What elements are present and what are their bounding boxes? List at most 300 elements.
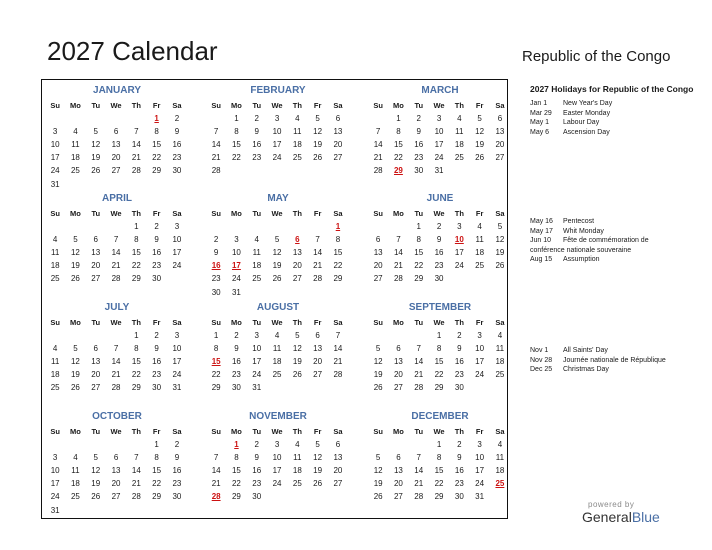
day-cell: 19 — [292, 357, 302, 367]
day-cell: 20 — [111, 479, 121, 489]
weekday-header: Mo — [393, 427, 404, 436]
day-cell: 16 — [252, 466, 262, 476]
day-cell: 29 — [211, 383, 221, 393]
day-cell: 15 — [393, 140, 403, 150]
day-cell: 20 — [313, 357, 323, 367]
day-cell: 12 — [272, 248, 282, 258]
day-cell: 27 — [91, 383, 101, 393]
day-cell: 17 — [50, 153, 60, 163]
weekday-header: Sa — [172, 101, 182, 110]
day-cell: 23 — [172, 153, 182, 163]
day-cell: 5 — [73, 235, 78, 245]
day-cell: 13 — [333, 127, 343, 137]
day-cell: 21 — [131, 153, 141, 163]
day-cell: 25 — [272, 370, 282, 380]
day-cell: 3 — [254, 331, 259, 341]
day-cell: 26 — [373, 383, 383, 393]
day-cell: 11 — [293, 127, 302, 137]
month-grid — [45, 316, 191, 395]
day-cell: 30 — [434, 274, 444, 284]
day-cell: 5 — [315, 114, 320, 124]
day-cell: 4 — [274, 331, 280, 341]
day-cell: 25 — [292, 153, 302, 163]
day-cell: 2 — [416, 114, 421, 124]
holiday-entry — [530, 236, 680, 255]
day-cell: 18 — [50, 370, 60, 380]
day-cell: 6 — [93, 235, 98, 245]
day-cell: 24 — [475, 479, 485, 489]
day-cell: 3 — [52, 127, 58, 137]
day-cell: 3 — [274, 114, 280, 124]
holiday-day-cell: 10 — [454, 235, 464, 245]
day-cell: 18 — [475, 248, 485, 258]
day-cell: 30 — [172, 166, 182, 176]
day-cell: 19 — [313, 140, 323, 150]
day-cell: 21 — [211, 153, 221, 163]
month-grid — [206, 207, 352, 299]
weekday-header: Mo — [231, 101, 242, 110]
weekday-header: Th — [131, 209, 141, 218]
month-grid — [206, 99, 352, 178]
day-cell: 8 — [416, 235, 421, 245]
empty-cell — [409, 329, 429, 342]
day-cell: 20 — [91, 261, 101, 271]
holiday-name: New Year's Day — [563, 100, 613, 107]
day-cell: 7 — [113, 344, 119, 354]
day-cell: 23 — [454, 479, 464, 489]
day-cell: 10 — [434, 127, 444, 137]
holiday-group — [530, 99, 680, 137]
day-cell: 9 — [436, 235, 442, 245]
weekday-header: Fr — [313, 318, 322, 327]
day-cell: 22 — [131, 261, 141, 271]
day-cell: 4 — [52, 235, 58, 245]
day-cell: 24 — [50, 166, 60, 176]
day-cell: 21 — [111, 370, 121, 380]
day-cell: 8 — [154, 127, 159, 137]
brand-general: General — [582, 509, 632, 525]
empty-cell — [45, 438, 65, 451]
weekday-header: Sa — [172, 427, 182, 436]
empty-cell — [106, 329, 126, 342]
holiday-name: Whit Monday — [563, 227, 604, 235]
empty-cell — [106, 438, 126, 451]
day-cell: 7 — [213, 453, 219, 463]
day-cell: 18 — [454, 140, 464, 150]
month-may — [204, 191, 352, 299]
weekday-header: Tu — [252, 209, 262, 218]
day-cell: 22 — [434, 479, 444, 489]
day-cell: 8 — [335, 235, 341, 245]
weekday-header: Sa — [495, 318, 505, 327]
weekday-header: We — [433, 318, 445, 327]
month-name: JANUARY — [93, 85, 141, 96]
day-cell: 22 — [231, 479, 241, 489]
weekday-header: Mo — [393, 101, 404, 110]
weekday-header: Mo — [70, 209, 81, 218]
weekday-header: Su — [211, 318, 221, 327]
day-cell: 20 — [393, 479, 403, 489]
weekday-header: Mo — [231, 427, 242, 436]
weekday-header: Th — [454, 318, 464, 327]
day-cell: 25 — [495, 370, 505, 380]
day-cell: 6 — [93, 344, 98, 354]
weekday-header: Su — [373, 209, 383, 218]
weekday-header: Su — [211, 427, 221, 436]
day-cell: 5 — [93, 453, 98, 463]
day-cell: 29 — [434, 492, 444, 502]
holiday-date: Aug 15 — [530, 256, 553, 263]
day-cell: 29 — [152, 492, 162, 502]
day-cell: 29 — [434, 383, 444, 393]
day-cell: 8 — [134, 344, 139, 354]
day-cell: 21 — [414, 370, 424, 380]
day-cell: 5 — [295, 331, 300, 341]
generalblue-logo[interactable] — [582, 509, 660, 525]
day-cell: 24 — [475, 370, 485, 380]
day-cell: 29 — [333, 274, 343, 284]
day-cell: 3 — [477, 440, 482, 450]
month-grid — [45, 207, 191, 286]
day-cell: 26 — [313, 479, 323, 489]
day-cell: 2 — [154, 331, 159, 341]
weekday-header: Th — [454, 209, 464, 218]
weekday-header: Su — [50, 209, 60, 218]
day-cell: 4 — [52, 344, 58, 354]
day-cell: 13 — [393, 357, 403, 367]
weekday-header: Fr — [152, 101, 161, 110]
day-cell: 6 — [335, 440, 341, 450]
holiday-name: All Saints' Day — [563, 347, 608, 354]
day-cell: 7 — [375, 127, 381, 137]
day-cell: 2 — [234, 331, 239, 341]
empty-cell — [368, 112, 388, 125]
day-cell: 8 — [436, 344, 442, 354]
day-cell: 20 — [292, 261, 302, 271]
day-cell: 16 — [454, 466, 464, 476]
day-cell: 16 — [152, 248, 162, 258]
day-cell: 16 — [414, 140, 424, 150]
holiday-name: Assumption — [563, 256, 600, 263]
weekday-header: Sa — [172, 318, 182, 327]
day-cell: 13 — [333, 453, 343, 463]
day-cell: 3 — [174, 222, 180, 232]
weekday-header: Mo — [70, 318, 81, 327]
day-cell: 30 — [152, 274, 162, 284]
day-cell: 6 — [113, 127, 119, 137]
day-cell: 15 — [414, 248, 424, 258]
empty-cell — [226, 220, 246, 233]
day-cell: 8 — [396, 127, 401, 137]
day-cell: 23 — [231, 370, 241, 380]
empty-cell — [388, 329, 408, 342]
day-cell: 1 — [154, 440, 159, 450]
day-cell: 6 — [375, 235, 381, 245]
day-cell: 2 — [154, 222, 159, 232]
day-cell: 12 — [313, 127, 323, 137]
weekday-header: We — [110, 318, 122, 327]
day-cell: 10 — [50, 466, 60, 476]
weekday-header: Su — [211, 209, 221, 218]
empty-cell — [206, 220, 226, 233]
holiday-day-cell: 1 — [335, 222, 341, 232]
day-cell: 4 — [497, 440, 503, 450]
day-cell: 25 — [292, 479, 302, 489]
day-cell: 11 — [252, 248, 261, 258]
day-cell: 19 — [373, 370, 383, 380]
day-cell: 12 — [292, 344, 302, 354]
day-cell: 7 — [335, 331, 341, 341]
empty-cell — [86, 329, 106, 342]
day-cell: 8 — [154, 453, 159, 463]
empty-cell — [86, 220, 106, 233]
month-july — [43, 300, 191, 395]
holiday-day-cell: 1 — [234, 440, 239, 450]
weekday-header: We — [433, 209, 445, 218]
day-cell: 31 — [252, 383, 262, 393]
weekday-header: Fr — [152, 318, 161, 327]
day-cell: 21 — [393, 261, 403, 271]
day-cell: 29 — [231, 492, 241, 502]
month-grid — [368, 316, 514, 395]
day-cell: 22 — [434, 370, 444, 380]
day-cell: 19 — [91, 479, 101, 489]
day-cell: 27 — [111, 492, 121, 502]
day-cell: 12 — [373, 466, 383, 476]
day-cell: 27 — [393, 492, 403, 502]
day-cell: 7 — [213, 127, 219, 137]
day-cell: 2 — [254, 114, 259, 124]
day-cell: 17 — [475, 357, 485, 367]
day-cell: 27 — [333, 479, 343, 489]
day-cell: 5 — [375, 344, 381, 354]
day-cell: 6 — [396, 453, 401, 463]
day-cell: 9 — [254, 453, 259, 463]
day-cell: 9 — [213, 248, 219, 258]
empty-cell — [86, 438, 106, 451]
day-cell: 9 — [174, 453, 180, 463]
empty-cell — [86, 112, 106, 125]
day-cell: 16 — [252, 140, 262, 150]
holiday-entry — [530, 365, 680, 375]
weekday-header: Tu — [414, 318, 424, 327]
day-cell: 26 — [91, 166, 101, 176]
month-grid — [45, 99, 191, 191]
day-cell: 15 — [231, 140, 241, 150]
day-cell: 8 — [234, 127, 239, 137]
day-cell: 28 — [333, 370, 343, 380]
day-cell: 13 — [495, 127, 505, 137]
day-cell: 28 — [111, 274, 121, 284]
day-cell: 21 — [313, 261, 323, 271]
weekday-header: Fr — [152, 209, 161, 218]
day-cell: 30 — [414, 166, 424, 176]
day-cell: 25 — [475, 261, 485, 271]
holiday-entry — [530, 227, 680, 237]
day-cell: 3 — [457, 222, 462, 232]
weekday-header: Fr — [313, 101, 322, 110]
month-name: FEBRUARY — [250, 85, 306, 96]
day-cell: 5 — [93, 127, 98, 137]
day-cell: 24 — [252, 370, 262, 380]
weekday-header: Su — [50, 101, 60, 110]
holiday-entry — [530, 255, 680, 265]
weekday-header: We — [110, 101, 122, 110]
holiday-entry — [530, 109, 680, 119]
day-cell: 25 — [50, 383, 60, 393]
day-cell: 12 — [475, 127, 485, 137]
day-cell: 21 — [131, 479, 141, 489]
empty-cell — [267, 220, 287, 233]
day-cell: 14 — [111, 357, 121, 367]
day-cell: 29 — [131, 383, 141, 393]
day-cell: 5 — [315, 440, 320, 450]
day-cell: 25 — [50, 274, 60, 284]
empty-cell — [126, 438, 146, 451]
day-cell: 11 — [293, 453, 302, 463]
month-name: NOVEMBER — [249, 411, 307, 422]
weekday-header: Th — [131, 318, 141, 327]
month-april — [43, 191, 191, 286]
day-cell: 11 — [71, 466, 80, 476]
day-cell: 15 — [131, 357, 141, 367]
day-cell: 17 — [454, 248, 464, 258]
day-cell: 17 — [172, 357, 182, 367]
day-cell: 11 — [495, 344, 505, 354]
month-grid — [206, 425, 352, 504]
weekday-header: Fr — [313, 209, 322, 218]
day-cell: 17 — [475, 466, 485, 476]
day-cell: 9 — [254, 127, 259, 137]
day-cell: 29 — [414, 274, 424, 284]
day-cell: 28 — [313, 274, 323, 284]
holiday-date: Dec 25 — [530, 366, 553, 373]
day-cell: 14 — [313, 248, 323, 258]
day-cell: 4 — [295, 114, 300, 124]
weekday-header: We — [433, 101, 445, 110]
day-cell: 12 — [70, 248, 80, 258]
day-cell: 4 — [497, 331, 503, 341]
weekday-header: Mo — [231, 209, 242, 218]
day-cell: 25 — [70, 166, 80, 176]
day-cell: 21 — [414, 479, 424, 489]
day-cell: 22 — [333, 261, 343, 271]
holidays-title: 2027 Holidays for Republic of the Congo — [530, 84, 694, 94]
day-cell: 14 — [414, 357, 424, 367]
weekday-header: Fr — [475, 427, 484, 436]
empty-cell — [206, 438, 226, 451]
holiday-name: Journée nationale de République — [563, 356, 666, 364]
weekday-header: Sa — [495, 101, 505, 110]
day-cell: 12 — [313, 453, 323, 463]
day-cell: 2 — [457, 331, 462, 341]
empty-cell — [409, 438, 429, 451]
holiday-name: Christmas Day — [563, 366, 609, 373]
day-cell: 19 — [70, 370, 80, 380]
day-cell: 20 — [495, 140, 505, 150]
month-name: JUNE — [426, 193, 454, 204]
day-cell: 17 — [272, 466, 282, 476]
day-cell: 12 — [91, 140, 101, 150]
weekday-header: Tu — [91, 427, 101, 436]
day-cell: 24 — [272, 153, 282, 163]
day-cell: 30 — [454, 492, 464, 502]
day-cell: 11 — [475, 235, 484, 245]
month-name: JULY — [104, 302, 130, 313]
weekday-header: Sa — [172, 209, 182, 218]
weekday-header: Th — [131, 101, 141, 110]
day-cell: 9 — [457, 344, 462, 354]
day-cell: 26 — [91, 492, 101, 502]
empty-cell — [65, 438, 85, 451]
day-cell: 3 — [436, 114, 442, 124]
day-cell: 15 — [152, 466, 162, 476]
weekday-header: We — [110, 427, 122, 436]
month-name: SEPTEMBER — [408, 302, 472, 313]
weekday-header: Tu — [414, 427, 424, 436]
day-cell: 17 — [272, 140, 282, 150]
weekday-header: Su — [50, 427, 60, 436]
month-december — [366, 409, 514, 504]
day-cell: 17 — [172, 248, 182, 258]
day-cell: 18 — [252, 261, 262, 271]
weekday-header: Su — [373, 101, 383, 110]
day-cell: 29 — [131, 274, 141, 284]
day-cell: 30 — [211, 287, 221, 297]
holiday-date: Nov 1 — [530, 347, 549, 354]
day-cell: 1 — [134, 331, 139, 341]
weekday-header: Su — [211, 101, 221, 110]
day-cell: 28 — [414, 383, 424, 393]
holiday-date: Jun 10 — [530, 237, 552, 244]
day-cell: 27 — [111, 166, 121, 176]
day-cell: 4 — [254, 235, 259, 245]
day-cell: 19 — [313, 466, 323, 476]
day-cell: 28 — [211, 166, 221, 176]
day-cell: 22 — [152, 479, 162, 489]
day-cell: 14 — [111, 248, 121, 258]
weekday-header: Th — [292, 209, 302, 218]
day-cell: 30 — [231, 383, 241, 393]
day-cell: 20 — [91, 370, 101, 380]
day-cell: 26 — [495, 261, 505, 271]
day-cell: 7 — [134, 453, 139, 463]
holiday-entry — [530, 118, 680, 128]
day-cell: 10 — [475, 453, 485, 463]
day-cell: 24 — [454, 261, 464, 271]
day-cell: 11 — [50, 357, 60, 367]
weekday-header: Tu — [414, 209, 424, 218]
day-cell: 20 — [373, 261, 383, 271]
day-cell: 28 — [111, 383, 121, 393]
day-cell: 16 — [454, 357, 464, 367]
day-cell: 5 — [274, 235, 280, 245]
day-cell: 24 — [50, 492, 60, 502]
holiday-day-cell: 16 — [211, 261, 221, 271]
day-cell: 22 — [231, 153, 241, 163]
holiday-group — [530, 346, 680, 375]
day-cell: 24 — [231, 274, 241, 284]
day-cell: 9 — [154, 344, 159, 354]
day-cell: 1 — [416, 222, 421, 232]
day-cell: 12 — [70, 357, 80, 367]
day-cell: 16 — [172, 140, 182, 150]
weekday-header: Sa — [333, 427, 343, 436]
day-cell: 7 — [315, 235, 320, 245]
day-cell: 23 — [434, 261, 444, 271]
day-cell: 28 — [131, 492, 141, 502]
weekday-header: Th — [454, 427, 464, 436]
